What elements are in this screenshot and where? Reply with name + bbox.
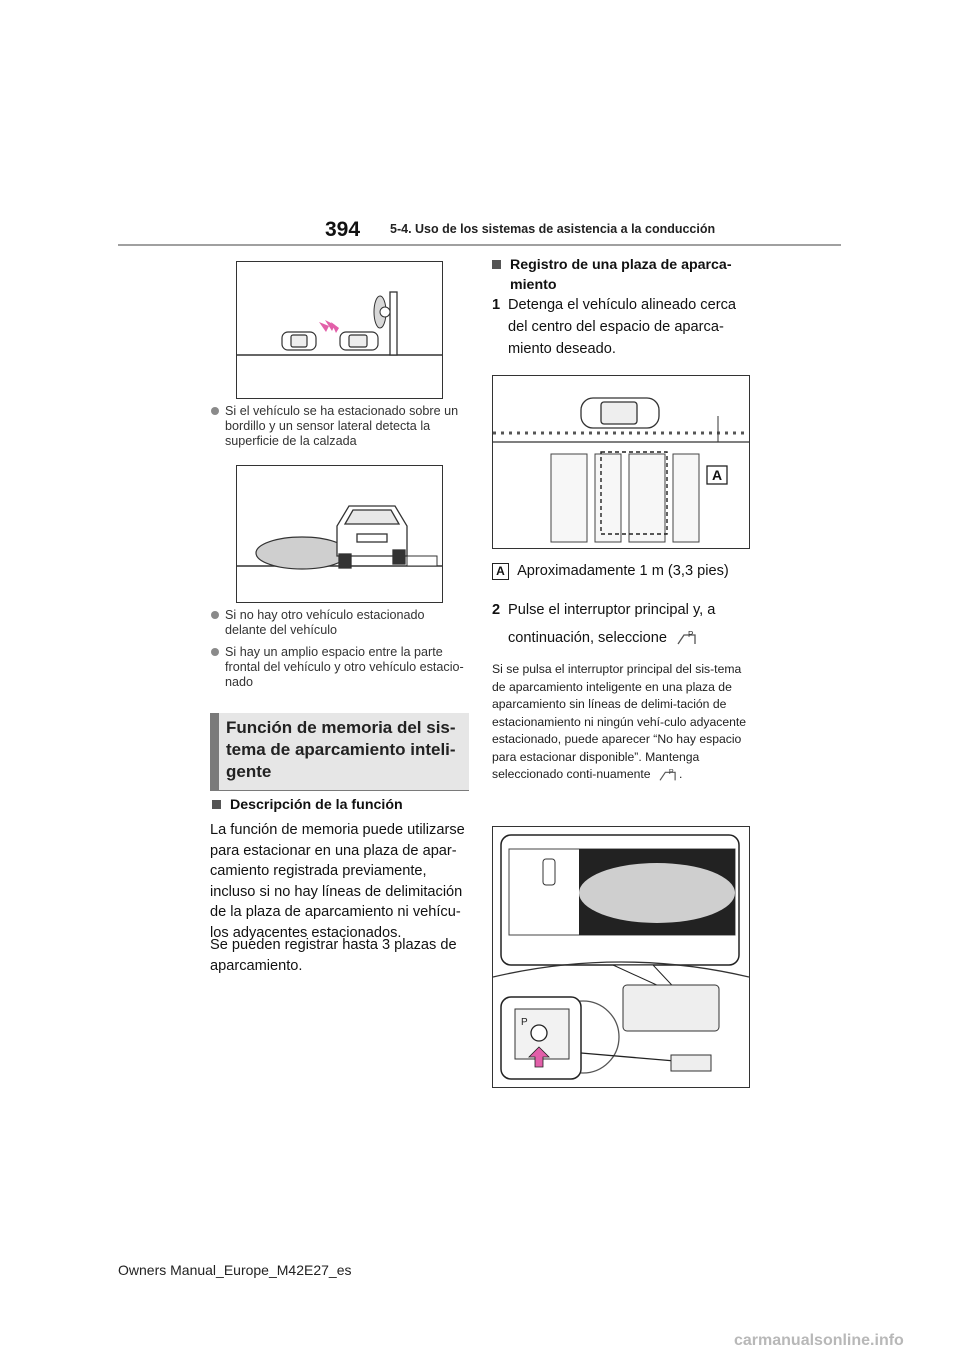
section-title: 5-4. Uso de los sistemas de asistencia a la conducción <box>390 222 716 236</box>
bullet-dot-icon <box>211 648 219 656</box>
svg-text:P: P <box>668 767 674 776</box>
subheading-text: Descripción de la función <box>230 797 403 813</box>
figure-curb-surface-drawing <box>237 466 442 602</box>
step-text: Detenga el vehículo alineado cerca del centro del espacio de aparca-miento deseado. <box>508 297 736 357</box>
bullet-item <box>211 608 469 640</box>
callout-a <box>492 560 754 582</box>
note-text: Si se pulsa el interruptor principal del sis-tema de aparcamiento inteligente en una plaza de aparcamiento sin líneas de delimi-tación de estacionamiento ni ningún vehí-culo adyacente estacionado, puede aparecer “No hay espacio para estacionar disponible”. Mantenga seleccionado conti-nuamente <box>492 662 747 781</box>
figure-parking-space-drawing <box>493 376 749 548</box>
bullet-dot-icon <box>211 407 219 415</box>
step-text: Pulse el interruptor principal y, a continuación, seleccione <box>508 602 716 646</box>
square-bullet-icon <box>212 800 221 809</box>
parking-assist-icon <box>675 629 699 647</box>
footer-text: Owners Manual_Europe_M42E27_es <box>118 1262 352 1278</box>
subheading-registration <box>492 255 754 297</box>
subheading-description <box>212 795 470 815</box>
header-rule <box>118 244 841 246</box>
callout-text: Aproximadamente 1 m (3,3 pies) <box>517 563 729 579</box>
step-1 <box>492 294 754 360</box>
step-text-wrap <box>508 596 754 652</box>
figure-curb-surface <box>236 465 443 603</box>
note-paragraph <box>492 661 752 784</box>
watermark: carmanualsonline.info <box>734 1332 904 1349</box>
square-bullet-icon <box>492 260 501 269</box>
step-2 <box>492 596 754 646</box>
callout-letter: A <box>492 563 509 580</box>
bullet-item <box>211 645 469 693</box>
bullet-dot-icon <box>211 611 219 619</box>
figure-label-a: A <box>711 467 723 483</box>
parking-assist-icon <box>657 767 679 783</box>
bullet-item <box>211 404 469 452</box>
paragraph: La función de memoria puede utilizarse para estacionar en una plaza de apar-camiento registrada previamente, incluso si no hay líneas de delimitación de la plaza de aparcamiento ni vehícu-los adyacentes estacionados. <box>210 822 465 941</box>
bullet-text: Si hay un amplio espacio entre la parte frontal del vehículo y otro vehículo estacio-nado <box>225 645 464 689</box>
button-label: P <box>521 1017 528 1028</box>
section-heading-rule <box>210 790 469 791</box>
svg-text:P: P <box>688 630 694 640</box>
bullet-text: Si el vehículo se ha estacionado sobre un bordillo y un sensor lateral detecta la superficie de la calzada <box>225 404 459 448</box>
section-heading: Función de memoria del sis-tema de aparcamiento inteli-gente <box>226 718 456 781</box>
paragraph: Se pueden registrar hasta 3 plazas de aparcamiento. <box>210 937 457 974</box>
figure-curb-sensor <box>236 261 443 399</box>
step-number: 2 <box>492 602 501 618</box>
step-number: 1 <box>492 297 501 313</box>
page-number: 394 <box>325 218 361 241</box>
figure-dashboard <box>492 826 750 1088</box>
bullet-text: Si no hay otro vehículo estacionado delante del vehículo <box>225 608 425 637</box>
figure-dashboard-drawing <box>493 827 749 1087</box>
section-heading-bar <box>210 713 219 790</box>
note-end: . <box>678 767 683 781</box>
subheading-text: Registro de una plaza de aparca-miento <box>510 257 732 293</box>
figure-parking-space <box>492 375 750 549</box>
figure-curb-sensor-drawing <box>237 262 442 398</box>
